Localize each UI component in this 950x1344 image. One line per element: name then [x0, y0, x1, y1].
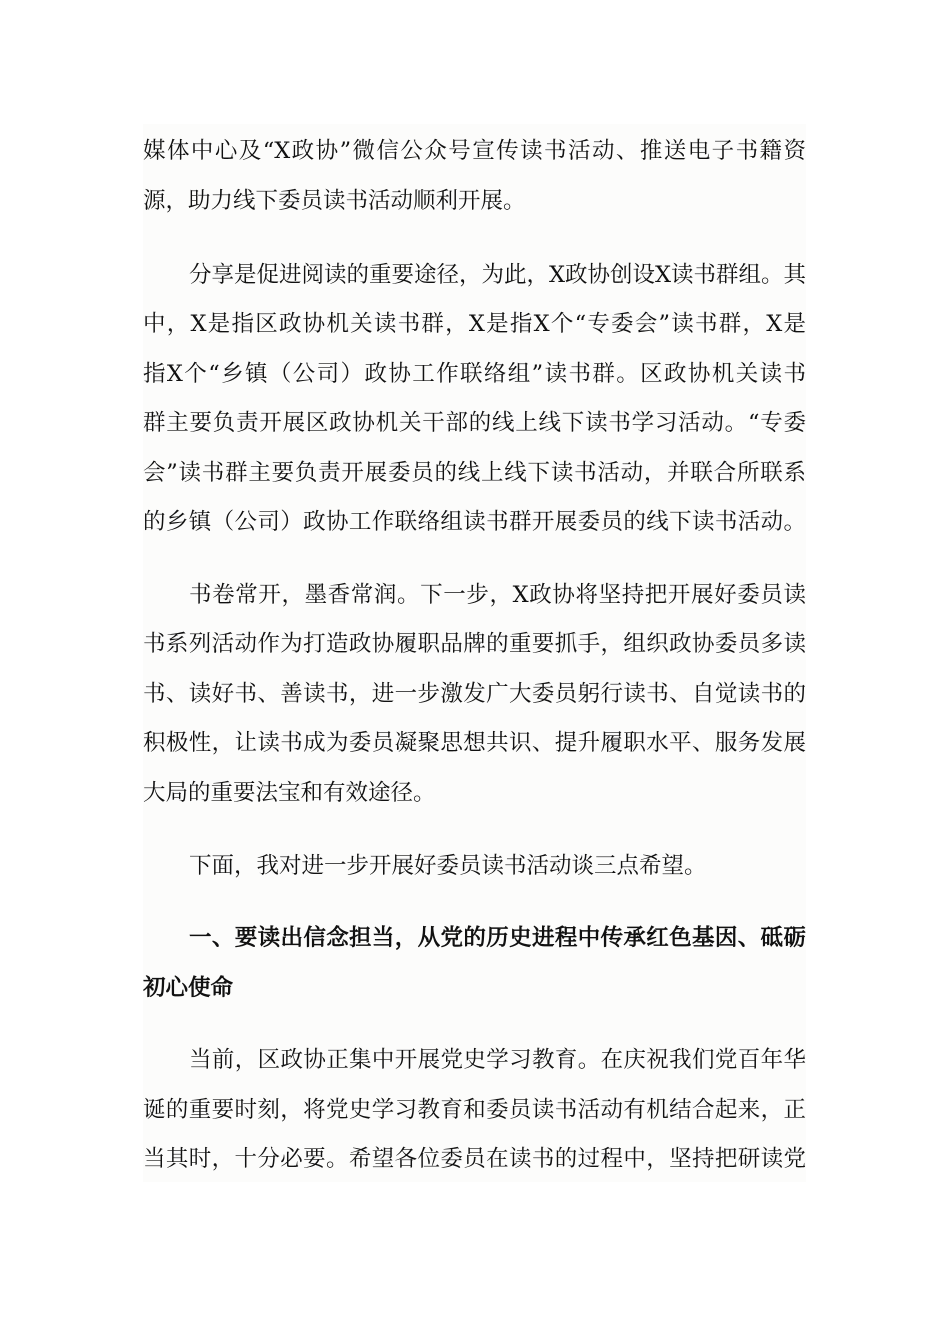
section-heading: 初心使命: [143, 975, 234, 1001]
paragraph-line: 下面，我对进一步开展好委员读书活动谈三点希望。: [189, 853, 707, 879]
paragraph-line: 源，助力线下委员读书活动顺利开展。: [143, 188, 526, 214]
paragraph-line: 大局的重要法宝和有效途径。: [143, 780, 436, 806]
paragraph-line: 当前，区政协正集中开展党史学习教育。在庆祝我们党百年华: [189, 1047, 806, 1073]
paragraph-line: 诞的重要时刻，将党史学习教育和委员读书活动有机结合起来，正: [143, 1097, 806, 1123]
paragraph-line: 指X个“乡镇（公司）政协工作联络组”读书群。区政协机关读书: [143, 361, 806, 387]
paragraph-line: 的乡镇（公司）政协工作联络组读书群开展委员的线下读书活动。: [143, 509, 806, 535]
paragraph-line: 书系列活动作为打造政协履职品牌的重要抓手，组织政协委员多读: [143, 631, 806, 657]
paragraph-line: 积极性，让读书成为委员凝聚思想共识、提升履职水平、服务发展: [143, 730, 806, 756]
paragraph-line: 分享是促进阅读的重要途径，为此，X政协创设X读书群组。其: [189, 262, 807, 288]
paragraph-line: 群主要负责开展区政协机关干部的线上线下读书学习活动。“专委: [143, 410, 806, 436]
paragraph-line: 会”读书群主要负责开展委员的线上线下读书活动，并联合所联系: [143, 460, 806, 486]
paragraph-line: 媒体中心及“X政协”微信公众号宣传读书活动、推送电子书籍资: [143, 138, 806, 164]
paragraph-line: 书、读好书、善读书，进一步激发广大委员躬行读书、自觉读书的: [143, 681, 806, 707]
paragraph-line: 书卷常开，墨香常润。下一步，X政协将坚持把开展好委员读: [189, 582, 806, 608]
paragraph-line: 当其时，十分必要。希望各位委员在读书的过程中，坚持把研读党: [143, 1146, 806, 1172]
paragraph-line: 中，X是指区政协机关读书群，X是指X个“专委会”读书群，X是: [143, 311, 806, 337]
section-heading: 一、要读出信念担当，从党的历史进程中传承红色基因、砥砺: [189, 925, 806, 951]
